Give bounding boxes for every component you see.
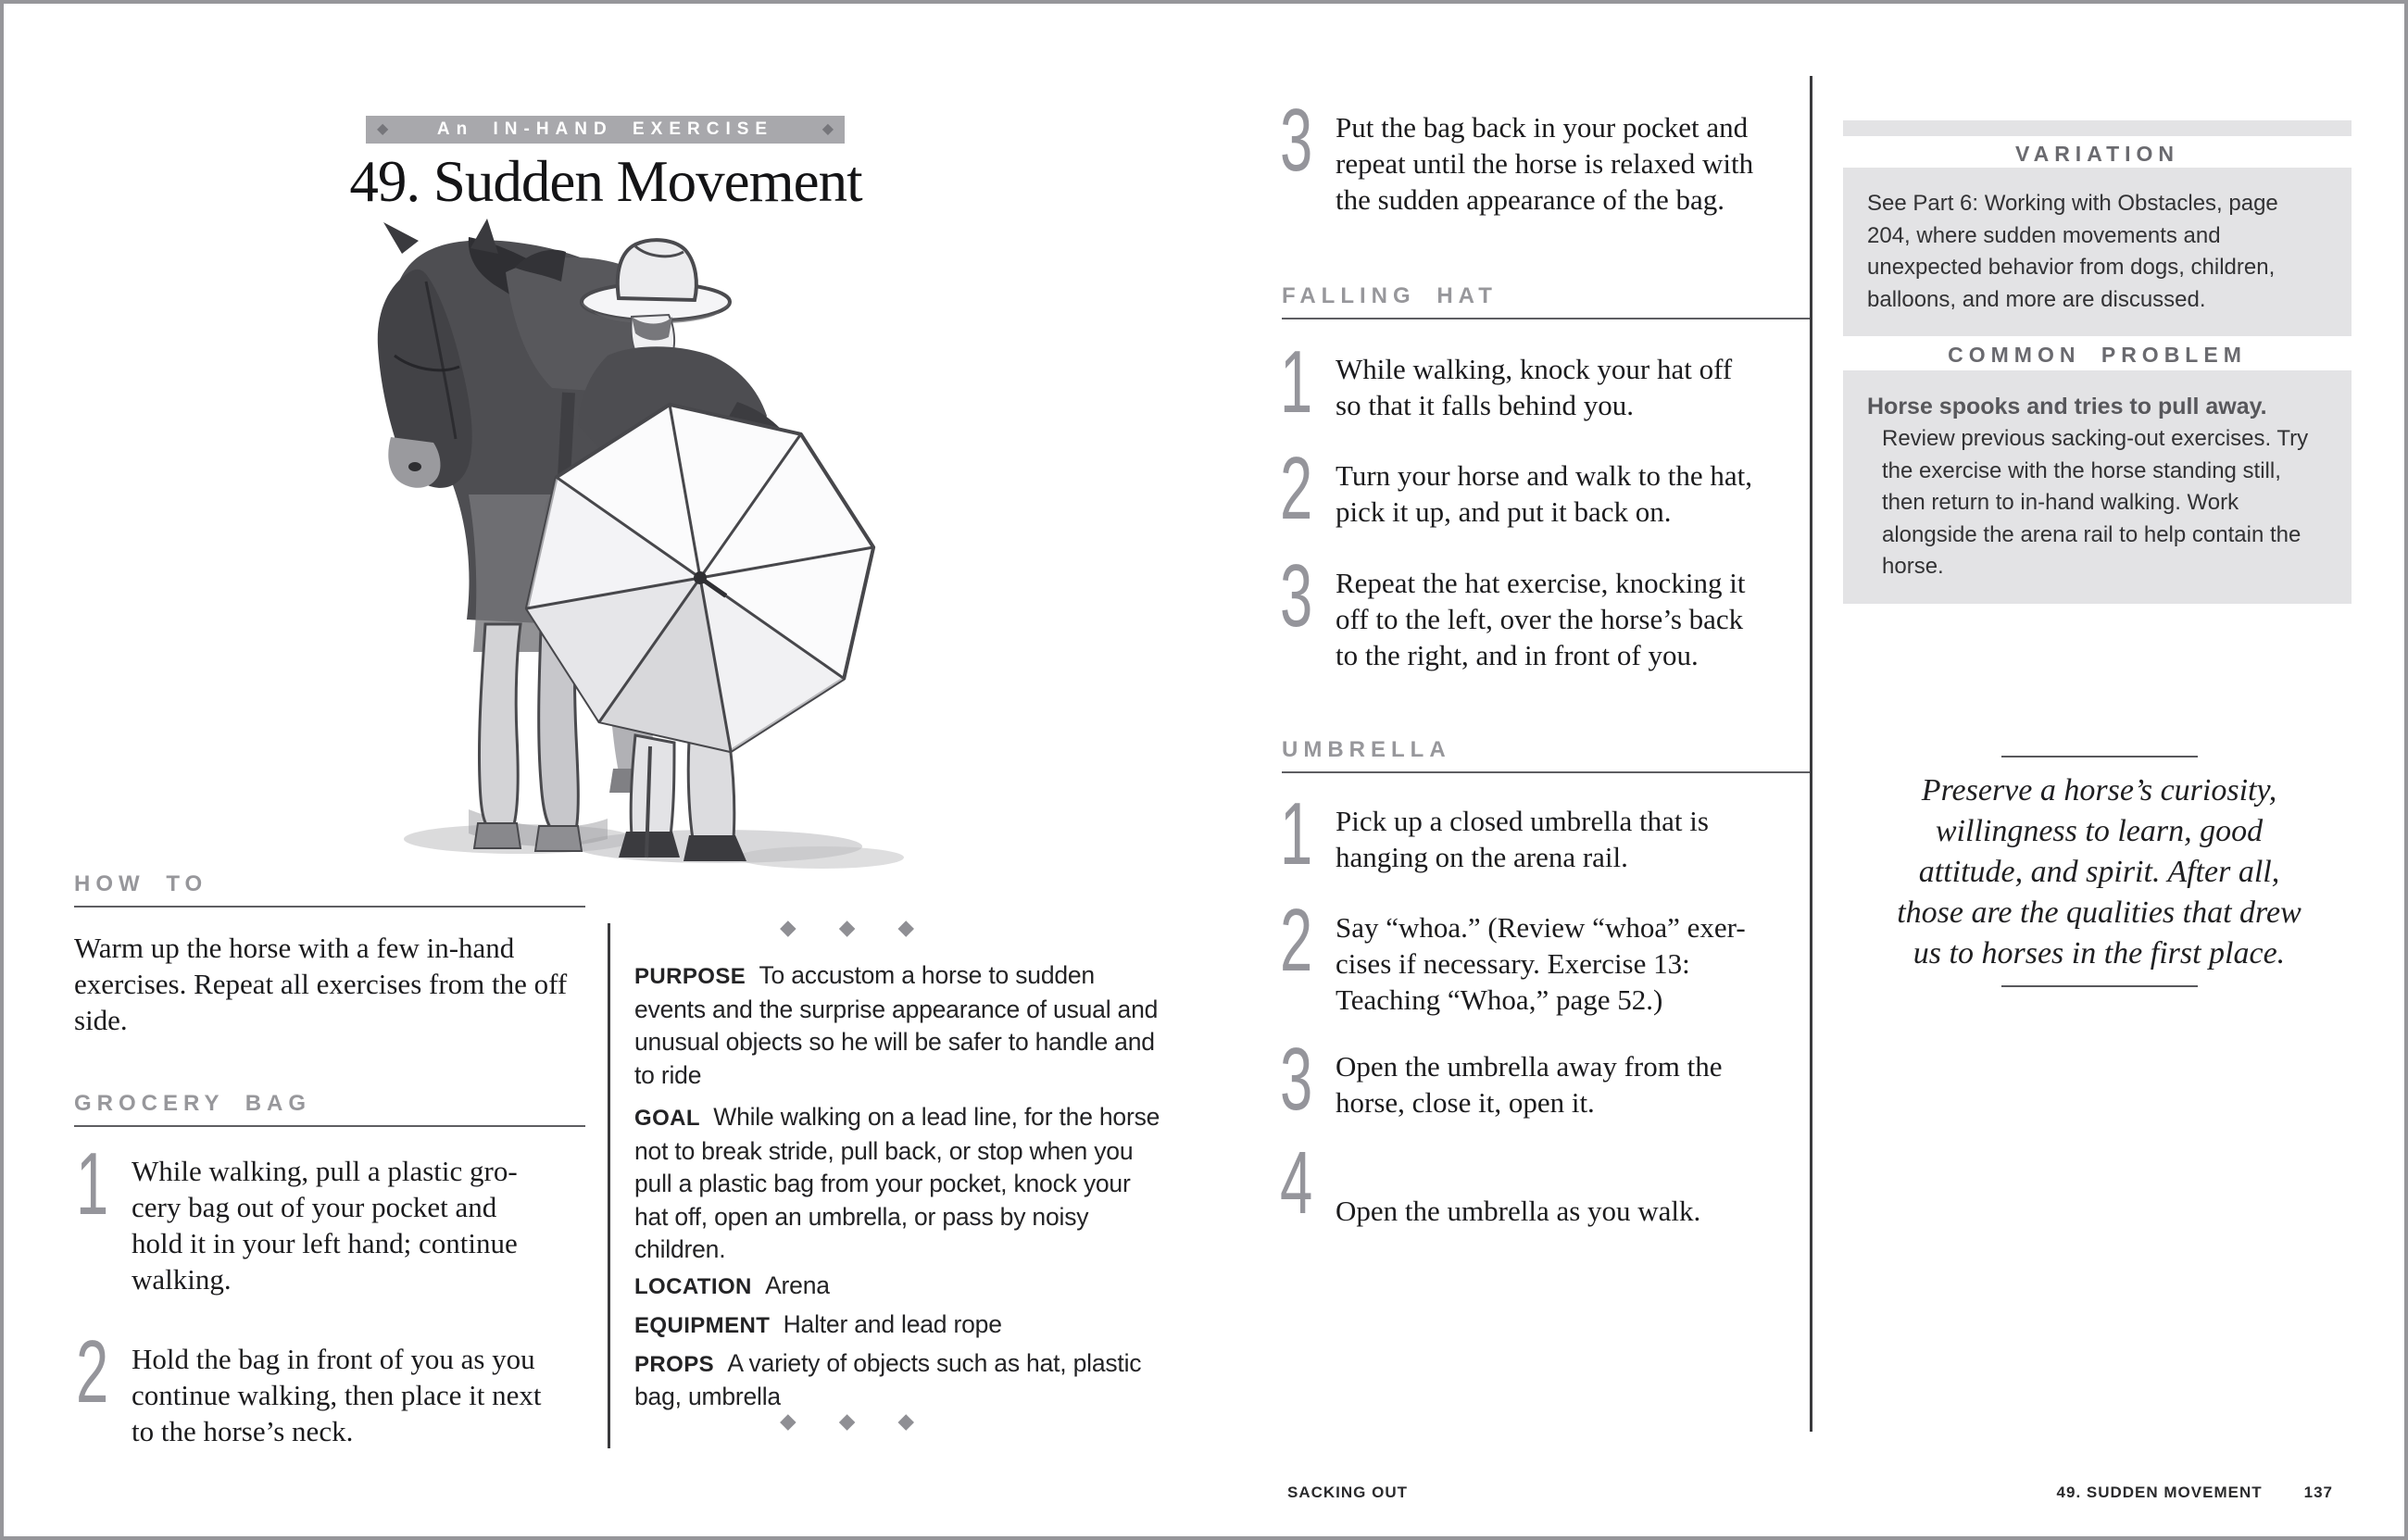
step-number: 4 bbox=[1280, 1133, 1313, 1233]
page-title: 49. Sudden Movement bbox=[349, 149, 862, 214]
diamond-icon: ◆ bbox=[838, 916, 856, 939]
diamond-icon: ◆ bbox=[780, 916, 796, 939]
pull-quote bbox=[1865, 756, 2333, 987]
step-text bbox=[1336, 454, 1752, 530]
section-rule bbox=[74, 1125, 585, 1127]
text-line: those are the qualities that drew bbox=[1897, 895, 2301, 930]
diamond-separator bbox=[780, 1409, 914, 1434]
text-line: us to horses in the first place. bbox=[1913, 936, 2286, 970]
step-number: 1 bbox=[76, 1134, 109, 1233]
goal-text: While walking on a lead line, for the horse not to break stride, pull back, or stop when you pull a plastic bag from your pocket, knock your hat off, open an umbrella, or pass by noisy children. bbox=[634, 1103, 1160, 1263]
text-line: Open the umbrella as you walk. bbox=[1336, 1195, 1701, 1227]
chapter-footer: SACKING OUT bbox=[1287, 1484, 1408, 1501]
step-number: 2 bbox=[76, 1322, 109, 1421]
page-footer bbox=[2057, 1484, 2333, 1502]
text-line: Hold the bag in front of you as you bbox=[132, 1343, 535, 1375]
text-line: continue walking, then place it next bbox=[132, 1379, 542, 1411]
step-number: 3 bbox=[1280, 1030, 1313, 1129]
quote-rule bbox=[2001, 985, 2198, 987]
step-text bbox=[1336, 561, 1745, 673]
umbrella-step-3 bbox=[1280, 1030, 1723, 1129]
text-line: horse, close it, open it. bbox=[1336, 1086, 1595, 1119]
falling-hat-step-1 bbox=[1280, 332, 1733, 432]
location-text: Arena bbox=[765, 1271, 830, 1299]
exercise-type-banner bbox=[366, 116, 845, 144]
text-line: walking. bbox=[132, 1263, 232, 1296]
text-line: Turn your horse and walk to the hat, bbox=[1336, 459, 1753, 492]
text-line: attitude, and spirit. After all, bbox=[1918, 855, 2280, 889]
falling-hat-step-2 bbox=[1280, 439, 1753, 538]
column-divider bbox=[608, 923, 610, 1448]
text-line: Say “whoa.” (Review “whoa” exer- bbox=[1336, 911, 1746, 944]
text-line: Repeat the hat exercise, knocking it bbox=[1336, 567, 1746, 599]
props-label: PROPS bbox=[634, 1352, 715, 1377]
diamond-icon: ◆ bbox=[838, 1409, 856, 1433]
variation-text: See Part 6: Working with Obstacles, page 204, where sudden movements and unexpected behavior from dogs, children, balloons, and more are discussed. bbox=[1867, 191, 2278, 312]
step-number: 3 bbox=[1280, 91, 1313, 190]
grocery-bag-heading: GROCERY BAG bbox=[74, 1091, 312, 1116]
step-text bbox=[1336, 106, 1836, 218]
section-rule bbox=[74, 906, 585, 908]
text-line: so that it falls behind you. bbox=[1336, 389, 1635, 421]
text-line: cery bag out of your pocket and bbox=[132, 1191, 497, 1223]
props-text: A variety of objects such as hat, plastic bag, umbrella bbox=[634, 1349, 1142, 1410]
step-text bbox=[1336, 906, 1746, 1018]
text-line: hanging on the arena rail. bbox=[1336, 841, 1628, 873]
location-label: LOCATION bbox=[634, 1274, 752, 1299]
text-line: While walking, knock your hat off bbox=[1336, 353, 1733, 385]
variation-box bbox=[1843, 168, 2352, 336]
umbrella-heading: UMBRELLA bbox=[1282, 737, 1451, 762]
text-line: cises if necessary. Exercise 13: bbox=[1336, 947, 1690, 980]
text-line: hold it in your left hand; continue bbox=[132, 1227, 518, 1259]
step-number: 2 bbox=[1280, 891, 1313, 990]
goal-label: GOAL bbox=[634, 1106, 700, 1131]
banner-label: An IN-HAND EXERCISE bbox=[436, 119, 774, 139]
equipment-paragraph bbox=[634, 1308, 1170, 1343]
step-text bbox=[1336, 347, 1732, 423]
sidebar-divider bbox=[1810, 76, 1812, 1432]
step-text bbox=[132, 1337, 541, 1449]
section-rule bbox=[1282, 318, 1812, 319]
quote-rule bbox=[2001, 756, 2198, 757]
text-line: Put the bag back in your pocket and bbox=[1336, 111, 1749, 144]
section-rule bbox=[1282, 771, 1812, 773]
text-line: the sudden appearance of the bag. bbox=[1336, 183, 1725, 216]
step-number: 1 bbox=[1280, 332, 1313, 432]
step-number: 3 bbox=[1280, 546, 1313, 645]
footer-exercise-title: 49. SUDDEN MOVEMENT bbox=[2056, 1484, 2263, 1501]
quote-text bbox=[1865, 770, 2333, 974]
how-to-body: Warm up the horse with a few in-hand exercises. Repeat all exercises from the off side. bbox=[74, 932, 568, 1036]
step-text bbox=[132, 1149, 518, 1297]
purpose-label: PURPOSE bbox=[634, 964, 746, 989]
page-number: 137 bbox=[2303, 1484, 2333, 1501]
text-line: to the horse’s neck. bbox=[132, 1415, 354, 1447]
how-to-heading: HOW TO bbox=[74, 871, 208, 896]
text-line: repeat until the horse is relaxed with bbox=[1336, 147, 1754, 180]
step-text bbox=[1336, 799, 1709, 875]
purpose-paragraph bbox=[634, 959, 1170, 1092]
common-problem-lead: Horse spooks and tries to pull away. bbox=[1867, 394, 2267, 419]
step-text bbox=[1336, 1045, 1723, 1121]
text-line: Open the umbrella away from the bbox=[1336, 1050, 1723, 1083]
common-problem-heading: COMMON PROBLEM bbox=[1948, 343, 2247, 367]
text-line: Pick up a closed umbrella that is bbox=[1336, 805, 1709, 837]
text-line: pick it up, and put it back on. bbox=[1336, 495, 1672, 528]
falling-hat-heading: FALLING HAT bbox=[1282, 283, 1498, 308]
grocery-bag-step-3 bbox=[1280, 91, 1836, 218]
text-line: off to the left, over the horse’s back bbox=[1336, 603, 1744, 635]
sidebar-top-bar bbox=[1843, 120, 2352, 136]
umbrella-step-4 bbox=[1280, 1133, 1701, 1233]
common-problem-text: Review previous sacking-out exercises. Try the exercise with the horse standing still, then return to in-hand walking. Work alongside the arena rail to help contain the horse. bbox=[1882, 426, 2309, 579]
equipment-label: EQUIPMENT bbox=[634, 1313, 771, 1338]
step-text bbox=[1336, 1148, 1700, 1229]
grocery-bag-step-1 bbox=[76, 1134, 518, 1297]
text-line: Teaching “Whoa,” page 52.) bbox=[1336, 983, 1663, 1016]
diamond-separator bbox=[780, 916, 914, 940]
text-line: While walking, pull a plastic gro- bbox=[132, 1155, 518, 1187]
step-number: 1 bbox=[1280, 784, 1313, 883]
goal-paragraph bbox=[634, 1101, 1170, 1267]
umbrella-step-1 bbox=[1280, 784, 1709, 883]
diamond-icon: ◆ bbox=[377, 121, 389, 137]
falling-hat-step-3 bbox=[1280, 546, 1746, 673]
purpose-text: To accustom a horse to sudden events and the surprise appearance of usual and unusual objects so he will be safer to handle and to ride bbox=[634, 961, 1159, 1089]
diamond-icon: ◆ bbox=[821, 121, 834, 137]
diamond-icon: ◆ bbox=[780, 1409, 796, 1433]
text-line: to the right, and in front of you. bbox=[1336, 639, 1699, 671]
horse-handler-umbrella-illustration bbox=[330, 217, 989, 882]
equipment-text: Halter and lead rope bbox=[783, 1310, 1002, 1338]
diamond-icon: ◆ bbox=[897, 1409, 915, 1433]
diamond-icon: ◆ bbox=[897, 916, 915, 939]
step-number: 2 bbox=[1280, 439, 1313, 538]
grocery-bag-step-2 bbox=[76, 1322, 542, 1449]
props-paragraph bbox=[634, 1347, 1170, 1412]
text-line: willingness to learn, good bbox=[1935, 814, 2264, 848]
umbrella-step-2 bbox=[1280, 891, 1746, 1018]
location-paragraph bbox=[634, 1270, 1170, 1304]
common-problem-box bbox=[1843, 370, 2352, 604]
text-line: Preserve a horse’s curiosity, bbox=[1921, 773, 2277, 808]
variation-heading: VARIATION bbox=[2014, 142, 2180, 166]
